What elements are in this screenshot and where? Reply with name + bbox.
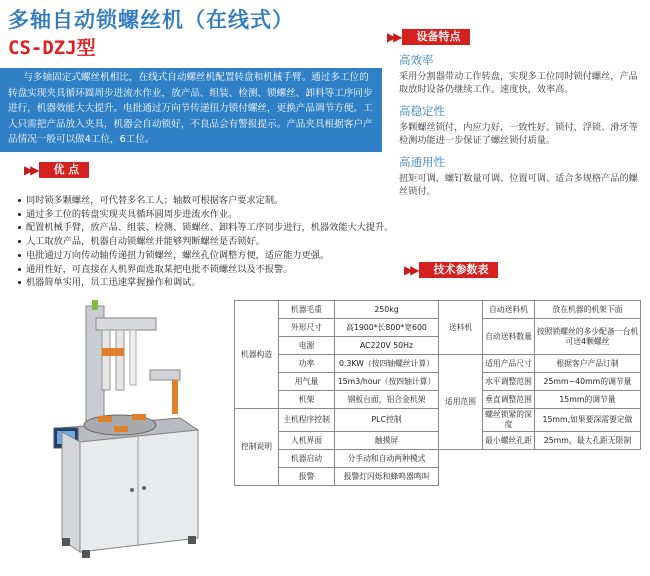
spec-value: 根据客户产品订制: [535, 355, 641, 373]
spec-table: [234, 300, 641, 486]
spec-key: 自动送料数量: [483, 319, 535, 355]
spec-key: 功率: [279, 355, 335, 373]
spec-value: 报警灯闪烁和蜂鸣器鸣叫: [335, 468, 439, 486]
spec-key: 主机程序控制: [279, 409, 335, 432]
spec-value: 钢板台面，铝合金机架: [335, 391, 439, 409]
feature-title: 高效率: [399, 53, 434, 67]
table-row: [235, 391, 641, 409]
spec-key: 机器毛重: [279, 301, 335, 319]
section-header-advantages: [24, 162, 89, 178]
double-arrow-icon: ▶▶: [24, 163, 37, 177]
spec-value: 按照锁螺丝的多少配备一台机可送4颗螺丝: [535, 319, 641, 355]
spec-value: 放在机器的机架下面: [535, 301, 641, 319]
spec-value: 25mm~40mm的调节量: [535, 373, 641, 391]
spec-key: 垂直调整范围: [483, 391, 535, 409]
spec-key: 报警: [279, 468, 335, 486]
list-item: 人工取放产品，机器自动锁螺丝并能够判断螺丝是否锁好。: [18, 235, 418, 249]
spec-value: 高1900*长800*宽600: [335, 319, 439, 337]
spec-value: 15mm,如果要深需要定做: [535, 409, 641, 432]
double-arrow-icon: ▶▶: [404, 263, 417, 277]
table-row: [235, 432, 641, 450]
feature-title: 高稳定性: [399, 104, 445, 118]
spec-key: 用气量: [279, 373, 335, 391]
model-name: CS-DZJ型: [8, 37, 96, 59]
table-row: [235, 355, 641, 373]
spec-value: 触摸屏: [335, 432, 439, 450]
spec-value: AC220V 50Hz: [335, 337, 439, 355]
double-arrow-icon: ▶▶: [387, 30, 400, 44]
feature-desc: 多颗螺丝锁付，内应力好，一致性好。锁付、浮锁、滑牙等检测功能进一步保证了螺丝锁付质量。: [399, 122, 638, 146]
section-label: 技术参数表: [419, 262, 498, 278]
spec-key: 机架: [279, 391, 335, 409]
intro-panel: [0, 68, 382, 152]
feature-item: [399, 103, 645, 147]
group-label: 机器构造: [235, 301, 279, 409]
list-item: 机器简单实用，员工迅速掌握操作和调试。: [18, 276, 418, 290]
group-label: 送料机: [439, 301, 483, 355]
feature-item: [399, 154, 645, 198]
table-row: [235, 450, 641, 468]
list-item: 通过多工位的转盘实现夹具循环圆周步进流水作业。: [18, 208, 418, 222]
section-label: 设备特点: [402, 29, 470, 45]
page-title: 多轴自动锁螺丝机（在线式）: [8, 8, 294, 32]
table-row: [235, 468, 641, 486]
spec-key: 最小螺丝孔距: [483, 432, 535, 450]
spec-key: 机器启动: [279, 450, 335, 468]
spec-key: 自动送料机: [483, 301, 535, 319]
spec-value: 15m3/hour（按四轴计算）: [335, 373, 439, 391]
table-row: [235, 319, 641, 337]
spec-key: 螺丝锁紧的深度: [483, 409, 535, 432]
section-label: 优 点: [39, 162, 89, 178]
group-label: 控制说明: [235, 409, 279, 486]
machine-image: [40, 300, 200, 562]
feature-desc: 扭矩可调，螺钉数量可调、位置可调、适合多规格产品的螺丝锁付。: [399, 173, 638, 197]
list-item: 通用性好，可直接在人机界面选取某把电批不锁螺丝以及不报警。: [18, 263, 418, 277]
spec-key: 电源: [279, 337, 335, 355]
table-row: [235, 373, 641, 391]
spec-value: 分手动和自动两种模式: [335, 450, 439, 468]
advantages-list: [18, 194, 418, 290]
table-row: [235, 409, 641, 432]
group-label: 适用范围: [439, 355, 483, 450]
spec-value: 25mm，最大孔距无限制: [535, 432, 641, 450]
spec-key: 外形尺寸: [279, 319, 335, 337]
table-row: [235, 301, 641, 319]
feature-title: 高通用性: [399, 155, 445, 169]
section-header-specs: [404, 262, 498, 278]
list-item: 同时锁多颗螺丝，可代替多名工人；轴数可根据客户要求定制。: [18, 194, 418, 208]
list-item: 电批通过万向传动轴传递扭力锁螺丝，螺丝孔位调整方便，适应能力更强。: [18, 249, 418, 263]
spec-key: 人机界面: [279, 432, 335, 450]
intro-text: 与多轴固定式螺丝机相比，在线式自动螺丝机配置转盘和机械手臂。通过多工位的转盘实现夹具循环圆周步进流水作业，放产品、组装、检测、锁螺丝、卸料等工序同步进行，机器效能大大提升。电批通过万向节传递扭力锁付螺丝，更换产品调节方便。工人只需把产品放入夹具，机器会自动锁好，不良品会有警报提示。产品夹具根据客户产品情况一般可以做4工位，6工位。: [8, 72, 373, 146]
spec-value: 250kg: [335, 301, 439, 319]
spec-key: 水平调整范围: [483, 373, 535, 391]
spec-value: PLC控制: [335, 409, 439, 432]
spec-key: 适用产品尺寸: [483, 355, 535, 373]
list-item: 配置机械手臂，放产品、组装、检测、锁螺丝、卸料等工序同步进行，机器效能大大提升。: [18, 221, 418, 235]
feature-desc: 采用分割器带动工作转盘，实现多工位同时锁付螺丝，产品取放时设备仍继续工作。速度快，效率高。: [399, 71, 638, 95]
feature-item: [399, 52, 645, 96]
spec-value: 15mm的调节量: [535, 391, 641, 409]
spec-value: 0.3KW（按四轴螺丝计算）: [335, 355, 439, 373]
section-header-features: [387, 29, 470, 45]
